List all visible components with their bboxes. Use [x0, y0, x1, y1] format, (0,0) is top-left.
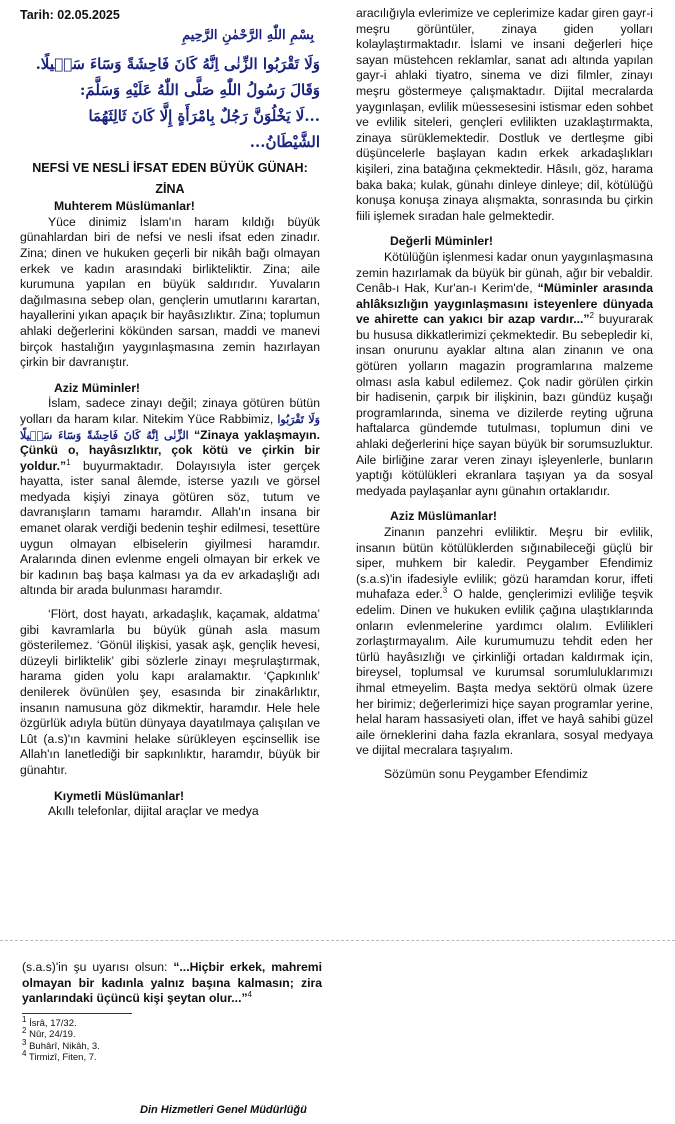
verse-arabic: وَلَا تَقْرَبُوا الزِّنٰى اِنَّهُ كَانَ فَاحِشَةً وَسَٓاءَ سَب۪يلًا. [35, 55, 320, 74]
paragraph-text: buyurarak bu hususa dikkatlerimizi çekmektedir. Bu sebepledir ki, insan onurunu ayaklar altına alan zinanın ve ona götüren yolların magazin programlarına malzeme olması asla kabul edilemez. Çok nadir görülen çirkin bir hadisenin, çarpık bir ilişkinin, bazı gündüz kuşağı programlarında, sinema ve dizilerde reyting uğruna haftalarca gündemde tutulması, toplumun dini ve ahlaki değerlerini hiçe sayan büyük bir sorumsuzluktur. Aile birliğine zarar veren zinayı işleyenlerle, bunların yaptığı kötülükleri ekranlara taşıyan ya da sosyal medyada paylaşanlar aynı günahın ortaklarıdır. [356, 312, 653, 498]
footnote-text: Tirmizî, Fiten, 7. [28, 1052, 97, 1064]
footnote-2 [22, 1026, 322, 1041]
footnote-ref: 3 [442, 586, 448, 596]
footnote-number: 1 [22, 1014, 27, 1024]
page-break-divider [0, 940, 675, 941]
paragraph: Akıllı telefonlar, dijital araçlar ve medya [48, 804, 259, 819]
paragraph [20, 396, 320, 599]
sermon-title: NEFSİ VE NESLİ İFSAT EDEN BÜYÜK GÜNAH: [32, 161, 308, 176]
footnote-3 [22, 1037, 322, 1053]
footnote-1 [22, 1014, 322, 1030]
paragraph-text: Zinanın panzehri evliliktir. Meşru bir evlilik, insanın bütün kötülüklerden sığınabileceği güçlü bir siper, muhkem bir kaledir. Peygamber Efendimiz (s.a.s)'in ifadesiyle evlilik; gözü haramdan korur, iffeti muhafaza eder. [356, 525, 653, 602]
hadith-intro-arabic: وَقَالَ رَسُولُ اللّٰهِ صَلَّى اللّٰهُ عَلَيْهِ وَسَلَّمَ: [79, 81, 320, 100]
hadith-translation: “...Hiçbir erkek, mahremi olmayan bir kadınla yalnız başına kalmasın; zira yanlarındaki üçüncü kişi şeytan olur...” [22, 960, 323, 1006]
footnote-number: 4 [22, 1049, 27, 1059]
paragraph-text: İslam, sadece zinayı değil; zinaya götüren bütün yolları da haram kılar. Nitekim Yüce Rabbimiz, [20, 396, 320, 426]
paragraph: Sözümün sonu Peygamber Efendimiz [384, 766, 588, 781]
footnote-number: 3 [22, 1037, 27, 1047]
paragraph-text: O halde, gençlerimizi evliliğe teşvik edelim. Dinen ve hukuken evlilik çağına ulaştıklarında onların evlenmelerine yardımcı olalım. Evlilikleri zorlaştırmayalım. Aile kurumumuzu tehdit eden her türlü hayâsızlığı ve çirkinliği ortadan kaldırmak için, bireysel, toplumsal ve kurumsal sorumluluklarımızı ihmal etmeyelim. Başta medya sektörü olmak üzere her birimiz; değerlerimizi hiçe sayan programlar yerine, helal haram hassasiyeti olan, iffet ve hayâ sahibi güzel aile örneklerini daha fazla ekranlara, sosyal medyaya ve dijital mecralara taşıyalım. [356, 587, 654, 758]
left-column [20, 6, 320, 820]
footnote-4 [22, 1049, 322, 1064]
section-heading: Aziz Müminler! [54, 380, 140, 395]
footnote-ref: 1 [66, 457, 71, 467]
date-label: Tarih: 02.05.2025 [20, 8, 120, 22]
section-heading: Değerli Müminler! [390, 234, 493, 249]
paragraph: Yüce dinimiz İslam'ın haram kıldığı büyük günahlardan biri de nefsi ve nesli ifsat eden zinadır. Zina; dinen ve hukuken geçerli bir nikâh bağı olmayan erkek ve kadın arasındaki birlikteliktir. Zina; aile kurumuna yapılan en büyük saldırıdır. Yuvaların dağılmasına sebep olan, gençlerin umutlarını karartan, hayallerini yıkan apaçık bir hayâsızlıktır. Zina; toplumun ahlaki değerlerini kökünden sarsan, maddi ve manevi birçok hastalığın yaygınlaşmasına zemin hazırlayan çirkin bir davranıştır. [20, 214, 320, 370]
paragraph-text: Kötülüğün işlenmesi kadar onun yaygınlaşmasına zemin hazırlamak da büyük bir günah, ağır bir vebaldir. Cenâb-ı Hak, Kur'an-ı Kerim'de, [356, 249, 653, 296]
footnote-text: Nûr, 24/19. [29, 1029, 76, 1041]
footnote-ref: 4 [247, 990, 252, 1000]
section-heading: Muhterem Müslümanlar! [54, 199, 195, 214]
section-heading: Aziz Müslümanlar! [390, 509, 497, 524]
footnote-text: İsrâ, 17/32. [29, 1017, 77, 1029]
paragraph [22, 960, 322, 1007]
footnote-number: 2 [22, 1026, 27, 1036]
sermon-title-sub: ZİNA [155, 182, 185, 197]
verse-translation: “Zinaya yaklaşmayın. Çünkü o, hayâsızlıktır, çok kötü ve çirkin bir yoldur.” [20, 427, 320, 473]
verse-translation: “Müminler arasında ahlâksızlığın yaygınlaşmasını isteyenlere dünyada ve ahirette can yakıcı bir azap vardır...” [356, 281, 653, 327]
publisher-footer: Din Hizmetleri Genel Müdürlüğü [140, 1104, 307, 1116]
paragraph: ‘Flört, dost hayatı, arkadaşlık, kaçamak, aldatma’ gibi kavramlarla bu büyük günah asla masum gösterilemez. ‘Gönül ilişkisi, yasak aşk, gençlik hevesi, düzeyli birliktelik’ gibi sözlerle zinayı meşrulaştırmak, harama giden yolu kapı aralamaktır. ‘Çapkınlık’ denilerek övünülen şey, esasında bir zinakârlıktır, insanın namusuna göz dikmektir, haramdır. Hele hele özgürlük adıyla bütün dünyaya dayatılmaya çalışılan ve Lût (a.s)'ın kavmini helake sürükleyen eşcinsellik ise Allah'ın lanetlediği bir sapkınlıktır, haramdır, büyük bir günahtır. [20, 607, 320, 777]
verse-inline-arabic: وَلَا تَقْرَبُوا الزِّنٰى اِنَّهُ كَانَ فَاحِشَةً وَسَٓاءَ سَب۪يلًا [20, 412, 320, 442]
paragraph: aracılığıyla evlerimize ve ceplerimize kadar giren gayr-i meşru görüntüler, zinaya giden yolları kolaylaştırmaktadır. İslami ve insani değerleri hiçe sayan müstehcen reklamlar, sanat adı altında yapılan gayr-i ahlaki tiyatro, sinema ve dizi filmler, zinayı meşru göstermeye çalışmaktadır. Dijital mecralarda yaygınlaşan, evlilik müessesesini istismar eden sohbet ve evlilik siteleri, gençleri evlilikten uzaklaştırmakta, zinaya sürüklemektedir. Dostluk ve dertleşme gibi düşüncelerle başlayan kadın erkek arkadaşlıkları kişileri, zina batağına çekmektedir. Hâsılı, göz, harama baka baka; kulak, günahı dinleye dinleye; dil, kötülüğü konuşa konuşa zinaya alışmakta, sonrasında bu çirkin fiili işlemek sıradan hale gelmektedir. [356, 6, 653, 223]
footnote-ref: 2 [589, 311, 594, 321]
paragraph [356, 250, 653, 500]
paragraph-text: (s.a.s)'in şu uyarısı olsun: [22, 960, 168, 974]
right-column [356, 6, 653, 783]
paragraph-text: buyurmaktadır. Dolayısıyla ister gerçek hayatta, ister sanal âlemde, isterse yazılı ve görsel medyada kişiyi zinaya götüren söz, tutum ve davranışların tamamı haramdır. Allah'ın insana bir emanet olarak verdiği bedenin teşhir edilmesi, tesettüre uygun olmayan elbiselerin giyilmesi haramdır. Aralarında dinen evlenme engeli olmayan bir erkek ve bir kadının baş başa kalması ya da ev arkadaşlığı adı altında bir arada bulunması haramdır. [20, 458, 320, 598]
footnote-text: Buhârî, Nikâh, 3. [29, 1040, 100, 1052]
hadith-arabic: ...لَا يَخْلُوَنَّ رَجُلٌ بِامْرَأَةٍ إِلَّا كَانَ ثَالِثَهُمَا الشَّيْطَانُ... [88, 107, 320, 152]
footnote-divider [22, 1013, 132, 1014]
paragraph [356, 525, 653, 759]
bottom-section [22, 960, 322, 1064]
basmala: بِسْمِ اللّٰهِ الرَّحْمٰنِ الرَّحِيمِ [182, 27, 314, 43]
section-heading: Kıymetli Müslümanlar! [54, 788, 185, 803]
